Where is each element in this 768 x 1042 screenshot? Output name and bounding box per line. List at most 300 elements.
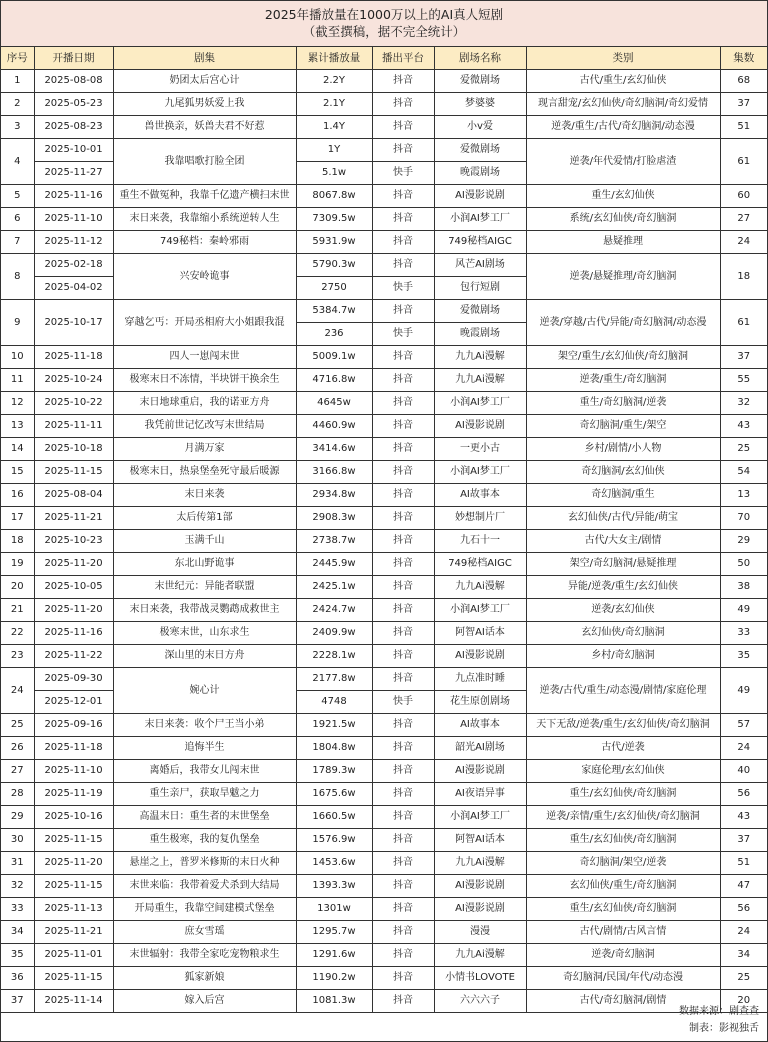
platform: 抖音 — [372, 622, 434, 645]
theater-name: 一更小古 — [434, 438, 526, 461]
table-row — [1, 806, 767, 829]
theater-name: 749秘档AIGC — [434, 231, 526, 254]
total-views: 2424.7w — [296, 599, 372, 622]
platform: 抖音 — [372, 438, 434, 461]
table-row — [1, 139, 767, 162]
platform: 快手 — [372, 691, 434, 714]
episode-count: 24 — [720, 737, 767, 760]
platform: 抖音 — [372, 300, 434, 323]
theater-name: AI漫影说剧 — [434, 185, 526, 208]
genre: 逆袭/古代/重生/动态漫/剧情/家庭伦理 — [526, 668, 720, 714]
premiere-date: 2025-11-15 — [34, 875, 113, 898]
theater-name: 花生原创剧场 — [434, 691, 526, 714]
drama-title: 极寒末日不冻情，半块饼干换余生 — [113, 369, 296, 392]
row-index: 8 — [1, 254, 34, 300]
table-row — [1, 300, 767, 323]
table-row — [1, 461, 767, 484]
platform: 抖音 — [372, 208, 434, 231]
drama-title: 追悔半生 — [113, 737, 296, 760]
platform: 抖音 — [372, 70, 434, 93]
premiere-date: 2025-11-18 — [34, 737, 113, 760]
header-episodes: 集数 — [720, 47, 767, 70]
table-row — [1, 507, 767, 530]
premiere-date: 2025-10-22 — [34, 392, 113, 415]
drama-table — [1, 47, 767, 1013]
platform: 抖音 — [372, 415, 434, 438]
total-views: 236 — [296, 323, 372, 346]
premiere-date: 2025-11-27 — [34, 162, 113, 185]
platform: 抖音 — [372, 852, 434, 875]
row-index: 5 — [1, 185, 34, 208]
theater-name: 749秘档AIGC — [434, 553, 526, 576]
drama-title: 极寒末世，山东求生 — [113, 622, 296, 645]
row-index: 30 — [1, 829, 34, 852]
genre: 奇幻脑洞/民国/年代/动态漫 — [526, 967, 720, 990]
genre: 重生/玄幻仙侠/奇幻脑洞 — [526, 783, 720, 806]
drama-title: 狐家新娘 — [113, 967, 296, 990]
total-views: 1Y — [296, 139, 372, 162]
table-row — [1, 990, 767, 1013]
row-index: 34 — [1, 921, 34, 944]
row-index: 17 — [1, 507, 34, 530]
premiere-date: 2025-11-01 — [34, 944, 113, 967]
total-views: 1081.3w — [296, 990, 372, 1013]
title-band — [1, 1, 767, 47]
table-row — [1, 254, 767, 277]
episode-count: 49 — [720, 599, 767, 622]
genre: 系统/玄幻仙侠/奇幻脑洞 — [526, 208, 720, 231]
episode-count: 49 — [720, 668, 767, 714]
data-source: 数据来源：剧查查 — [679, 1006, 759, 1017]
premiere-date: 2025-11-13 — [34, 898, 113, 921]
table-row — [1, 93, 767, 116]
episode-count: 56 — [720, 783, 767, 806]
theater-name: 六六六子 — [434, 990, 526, 1013]
drama-title: 离婚后，我带女儿闯末世 — [113, 760, 296, 783]
table-row — [1, 346, 767, 369]
platform: 抖音 — [372, 116, 434, 139]
row-index: 27 — [1, 760, 34, 783]
drama-title: 749秘档：秦岭邪雨 — [113, 231, 296, 254]
premiere-date: 2025-09-16 — [34, 714, 113, 737]
premiere-date: 2025-10-18 — [34, 438, 113, 461]
episode-count: 18 — [720, 254, 767, 300]
drama-title: 开局重生，我靠空间建模式堡垒 — [113, 898, 296, 921]
genre: 重生/玄幻仙侠 — [526, 185, 720, 208]
platform: 抖音 — [372, 944, 434, 967]
total-views: 1291.6w — [296, 944, 372, 967]
total-views: 1393.3w — [296, 875, 372, 898]
total-views: 7309.5w — [296, 208, 372, 231]
total-views: 1301w — [296, 898, 372, 921]
row-index: 1 — [1, 70, 34, 93]
genre: 乡村/剧情/小人物 — [526, 438, 720, 461]
premiere-date: 2025-11-12 — [34, 231, 113, 254]
premiere-date: 2025-11-14 — [34, 990, 113, 1013]
episode-count: 37 — [720, 346, 767, 369]
episode-count: 25 — [720, 438, 767, 461]
table-row — [1, 714, 767, 737]
episode-count: 43 — [720, 415, 767, 438]
premiere-date: 2025-11-20 — [34, 852, 113, 875]
theater-name: 漫漫 — [434, 921, 526, 944]
theater-name: 小润AI梦工厂 — [434, 208, 526, 231]
row-index: 33 — [1, 898, 34, 921]
genre: 逆袭/重生/古代/奇幻脑洞/动态漫 — [526, 116, 720, 139]
total-views: 2.1Y — [296, 93, 372, 116]
drama-title: 末世辐射：我带全家吃宠物粮求生 — [113, 944, 296, 967]
table-row — [1, 530, 767, 553]
header-index: 序号 — [1, 47, 34, 70]
total-views: 5790.3w — [296, 254, 372, 277]
episode-count: 60 — [720, 185, 767, 208]
episode-count: 57 — [720, 714, 767, 737]
genre: 悬疑推理 — [526, 231, 720, 254]
total-views: 1921.5w — [296, 714, 372, 737]
genre: 天下无敌/逆袭/重生/玄幻仙侠/奇幻脑洞 — [526, 714, 720, 737]
theater-name: 小情书LOVOTE — [434, 967, 526, 990]
row-index: 7 — [1, 231, 34, 254]
premiere-date: 2025-11-10 — [34, 760, 113, 783]
sheet-title: 2025年播放量在1000万以上的AI真人短剧 — [264, 7, 504, 22]
drama-title: 四人一崽闯末世 — [113, 346, 296, 369]
premiere-date: 2025-11-15 — [34, 461, 113, 484]
theater-name: 九九Ai漫解 — [434, 852, 526, 875]
drama-title: 末日来袭，我带战灵鹦鹉成救世主 — [113, 599, 296, 622]
episode-count: 51 — [720, 116, 767, 139]
row-index: 22 — [1, 622, 34, 645]
table-row — [1, 921, 767, 944]
drama-title: 玉满千山 — [113, 530, 296, 553]
premiere-date: 2025-11-11 — [34, 415, 113, 438]
platform: 快手 — [372, 162, 434, 185]
table-row — [1, 484, 767, 507]
row-index: 10 — [1, 346, 34, 369]
theater-name: 小润AI梦工厂 — [434, 806, 526, 829]
total-views: 3166.8w — [296, 461, 372, 484]
drama-title: 高温末日：重生者的末世堡垒 — [113, 806, 296, 829]
drama-title: 穿越乞丐：开局丞相府大小姐跟我混 — [113, 300, 296, 346]
premiere-date: 2025-11-18 — [34, 346, 113, 369]
total-views: 1453.6w — [296, 852, 372, 875]
premiere-date: 2025-10-01 — [34, 139, 113, 162]
premiere-date: 2025-08-04 — [34, 484, 113, 507]
premiere-date: 2025-11-16 — [34, 622, 113, 645]
theater-name: 妙想制片厂 — [434, 507, 526, 530]
theater-name: 九九Ai漫解 — [434, 576, 526, 599]
theater-name: 爱微剧场 — [434, 300, 526, 323]
premiere-date: 2025-10-23 — [34, 530, 113, 553]
header-title: 剧集 — [113, 47, 296, 70]
genre: 古代/逆袭 — [526, 737, 720, 760]
episode-count: 33 — [720, 622, 767, 645]
theater-name: 韶光AI剧场 — [434, 737, 526, 760]
genre: 逆袭/玄幻仙侠 — [526, 599, 720, 622]
table-row — [1, 783, 767, 806]
theater-name: 九石十一 — [434, 530, 526, 553]
premiere-date: 2025-10-16 — [34, 806, 113, 829]
total-views: 4748 — [296, 691, 372, 714]
total-views: 1804.8w — [296, 737, 372, 760]
premiere-date: 2025-12-01 — [34, 691, 113, 714]
episode-count: 54 — [720, 461, 767, 484]
episode-count: 34 — [720, 944, 767, 967]
theater-name: 阿智AI话本 — [434, 829, 526, 852]
platform: 抖音 — [372, 139, 434, 162]
platform: 抖音 — [372, 369, 434, 392]
premiere-date: 2025-08-23 — [34, 116, 113, 139]
row-index: 14 — [1, 438, 34, 461]
total-views: 5009.1w — [296, 346, 372, 369]
total-views: 5384.7w — [296, 300, 372, 323]
episode-count: 55 — [720, 369, 767, 392]
row-index: 16 — [1, 484, 34, 507]
total-views: 2908.3w — [296, 507, 372, 530]
table-row — [1, 967, 767, 990]
row-index: 23 — [1, 645, 34, 668]
total-views: 3414.6w — [296, 438, 372, 461]
premiere-date: 2025-04-02 — [34, 277, 113, 300]
platform: 抖音 — [372, 668, 434, 691]
table-row — [1, 185, 767, 208]
genre: 架空/重生/玄幻仙侠/奇幻脑洞 — [526, 346, 720, 369]
genre: 逆袭/悬疑推理/奇幻脑洞 — [526, 254, 720, 300]
platform: 抖音 — [372, 599, 434, 622]
row-index: 19 — [1, 553, 34, 576]
header-views: 累计播放量 — [296, 47, 372, 70]
drama-title: 末日地球重启，我的诺亚方舟 — [113, 392, 296, 415]
drama-title: 九尾狐男妖爱上我 — [113, 93, 296, 116]
theater-name: 九点准时睡 — [434, 668, 526, 691]
platform: 抖音 — [372, 806, 434, 829]
genre: 重生/玄幻仙侠/奇幻脑洞 — [526, 898, 720, 921]
total-views: 2177.8w — [296, 668, 372, 691]
theater-name: 九九Ai漫解 — [434, 346, 526, 369]
drama-title: 太后传第1部 — [113, 507, 296, 530]
theater-name: AI漫影说剧 — [434, 415, 526, 438]
genre: 古代/重生/玄幻仙侠 — [526, 70, 720, 93]
premiere-date: 2025-10-17 — [34, 300, 113, 346]
theater-name: 梦婆婆 — [434, 93, 526, 116]
platform: 抖音 — [372, 185, 434, 208]
premiere-date: 2025-11-10 — [34, 208, 113, 231]
theater-name: AI故事本 — [434, 484, 526, 507]
theater-name: 晚霞剧场 — [434, 162, 526, 185]
theater-name: 晚霞剧场 — [434, 323, 526, 346]
row-index: 15 — [1, 461, 34, 484]
genre: 家庭伦理/玄幻仙侠 — [526, 760, 720, 783]
episode-count: 61 — [720, 139, 767, 185]
episode-count: 24 — [720, 921, 767, 944]
premiere-date: 2025-11-15 — [34, 967, 113, 990]
genre: 玄幻仙侠/奇幻脑洞 — [526, 622, 720, 645]
total-views: 5931.9w — [296, 231, 372, 254]
row-index: 28 — [1, 783, 34, 806]
drama-title: 兴安岭诡事 — [113, 254, 296, 300]
footer — [679, 1003, 759, 1037]
row-index: 18 — [1, 530, 34, 553]
total-views: 4645w — [296, 392, 372, 415]
platform: 抖音 — [372, 783, 434, 806]
platform: 抖音 — [372, 461, 434, 484]
episode-count: 56 — [720, 898, 767, 921]
platform: 抖音 — [372, 875, 434, 898]
drama-title: 深山里的末日方舟 — [113, 645, 296, 668]
premiere-date: 2025-11-16 — [34, 185, 113, 208]
header-row — [1, 47, 767, 70]
platform: 抖音 — [372, 967, 434, 990]
table-row — [1, 438, 767, 461]
premiere-date: 2025-08-08 — [34, 70, 113, 93]
platform: 抖音 — [372, 392, 434, 415]
premiere-date: 2025-10-24 — [34, 369, 113, 392]
total-views: 2738.7w — [296, 530, 372, 553]
theater-name: 九九Ai漫解 — [434, 944, 526, 967]
genre: 玄幻仙侠/重生/奇幻脑洞 — [526, 875, 720, 898]
platform: 抖音 — [372, 484, 434, 507]
platform: 快手 — [372, 323, 434, 346]
genre: 架空/奇幻脑洞/悬疑推理 — [526, 553, 720, 576]
premiere-date: 2025-02-18 — [34, 254, 113, 277]
drama-title: 末世纪元：异能者联盟 — [113, 576, 296, 599]
header-date: 开播日期 — [34, 47, 113, 70]
table-row — [1, 737, 767, 760]
genre: 重生/玄幻仙侠/奇幻脑洞 — [526, 829, 720, 852]
drama-title: 末日来袭：收个尸王当小弟 — [113, 714, 296, 737]
theater-name: 小v爱 — [434, 116, 526, 139]
table-row — [1, 576, 767, 599]
theater-name: 小润AI梦工厂 — [434, 599, 526, 622]
drama-title: 婉心计 — [113, 668, 296, 714]
platform: 抖音 — [372, 898, 434, 921]
episode-count: 24 — [720, 231, 767, 254]
episode-count: 43 — [720, 806, 767, 829]
platform: 抖音 — [372, 714, 434, 737]
table-row — [1, 392, 767, 415]
total-views: 8067.8w — [296, 185, 372, 208]
row-index: 12 — [1, 392, 34, 415]
row-index: 25 — [1, 714, 34, 737]
total-views: 1660.5w — [296, 806, 372, 829]
genre: 逆袭/年代爱情/打脸虐渣 — [526, 139, 720, 185]
premiere-date: 2025-11-21 — [34, 921, 113, 944]
platform: 抖音 — [372, 254, 434, 277]
platform: 快手 — [372, 277, 434, 300]
platform: 抖音 — [372, 507, 434, 530]
table-row — [1, 622, 767, 645]
table-maker: 制表：影视独舌 — [689, 1023, 759, 1034]
drama-title: 我凭前世记忆改写末世结局 — [113, 415, 296, 438]
sheet-subtitle: （截至撰稿，据不完全统计） — [302, 24, 466, 39]
total-views: 2445.9w — [296, 553, 372, 576]
theater-name: AI夜语异事 — [434, 783, 526, 806]
premiere-date: 2025-05-23 — [34, 93, 113, 116]
total-views: 2.2Y — [296, 70, 372, 93]
table-row — [1, 829, 767, 852]
total-views: 2409.9w — [296, 622, 372, 645]
row-index: 13 — [1, 415, 34, 438]
episode-count: 40 — [720, 760, 767, 783]
theater-name: AI漫影说剧 — [434, 875, 526, 898]
total-views: 1190.2w — [296, 967, 372, 990]
row-index: 21 — [1, 599, 34, 622]
theater-name: AI漫影说剧 — [434, 760, 526, 783]
genre: 奇幻脑洞/玄幻仙侠 — [526, 461, 720, 484]
total-views: 1675.6w — [296, 783, 372, 806]
row-index: 9 — [1, 300, 34, 346]
row-index: 20 — [1, 576, 34, 599]
theater-name: AI漫影说剧 — [434, 898, 526, 921]
premiere-date: 2025-11-15 — [34, 829, 113, 852]
genre: 奇幻脑洞/重生 — [526, 484, 720, 507]
platform: 抖音 — [372, 231, 434, 254]
drama-title: 末世来临：我带着爱犬杀到大结局 — [113, 875, 296, 898]
row-index: 6 — [1, 208, 34, 231]
table-row — [1, 852, 767, 875]
row-index: 37 — [1, 990, 34, 1013]
genre: 古代/剧情/古风言情 — [526, 921, 720, 944]
premiere-date: 2025-11-21 — [34, 507, 113, 530]
episode-count: 20 — [720, 990, 767, 1013]
table-row — [1, 599, 767, 622]
episode-count: 25 — [720, 967, 767, 990]
table-row — [1, 944, 767, 967]
genre: 古代/大女主/剧情 — [526, 530, 720, 553]
theater-name: AI漫影说剧 — [434, 645, 526, 668]
premiere-date: 2025-11-22 — [34, 645, 113, 668]
theater-name: 包行短剧 — [434, 277, 526, 300]
premiere-date: 2025-11-19 — [34, 783, 113, 806]
table-body — [1, 70, 767, 1013]
drama-title: 兽世换亲，妖兽夫君不好惹 — [113, 116, 296, 139]
drama-title: 庶女雪瑶 — [113, 921, 296, 944]
episode-count: 50 — [720, 553, 767, 576]
row-index: 4 — [1, 139, 34, 185]
drama-title: 奶团太后宫心计 — [113, 70, 296, 93]
genre: 奇幻脑洞/架空/逆袭 — [526, 852, 720, 875]
drama-title: 嫁入后宫 — [113, 990, 296, 1013]
table-row — [1, 70, 767, 93]
drama-title: 东北山野诡事 — [113, 553, 296, 576]
theater-name: 九九Ai漫解 — [434, 369, 526, 392]
table-row — [1, 553, 767, 576]
row-index: 2 — [1, 93, 34, 116]
drama-title: 重生不做冤种，我靠千亿遗产横扫末世 — [113, 185, 296, 208]
row-index: 26 — [1, 737, 34, 760]
episode-count: 70 — [720, 507, 767, 530]
platform: 抖音 — [372, 737, 434, 760]
platform: 抖音 — [372, 990, 434, 1013]
total-views: 5.1w — [296, 162, 372, 185]
episode-count: 37 — [720, 829, 767, 852]
genre: 古代/奇幻脑洞/剧情 — [526, 990, 720, 1013]
table-row — [1, 116, 767, 139]
episode-count: 32 — [720, 392, 767, 415]
table-row — [1, 415, 767, 438]
drama-title: 我靠唱歌打脸全团 — [113, 139, 296, 185]
episode-count: 61 — [720, 300, 767, 346]
theater-name: 风芒AI剧场 — [434, 254, 526, 277]
genre: 重生/奇幻脑洞/逆袭 — [526, 392, 720, 415]
row-index: 11 — [1, 369, 34, 392]
drama-title: 悬崖之上，普罗米修斯的末日火种 — [113, 852, 296, 875]
platform: 抖音 — [372, 553, 434, 576]
total-views: 1789.3w — [296, 760, 372, 783]
total-views: 2750 — [296, 277, 372, 300]
genre: 逆袭/穿越/古代/异能/奇幻脑洞/动态漫 — [526, 300, 720, 346]
row-index: 36 — [1, 967, 34, 990]
genre: 现言甜宠/玄幻仙侠/奇幻脑洞/奇幻爱情 — [526, 93, 720, 116]
